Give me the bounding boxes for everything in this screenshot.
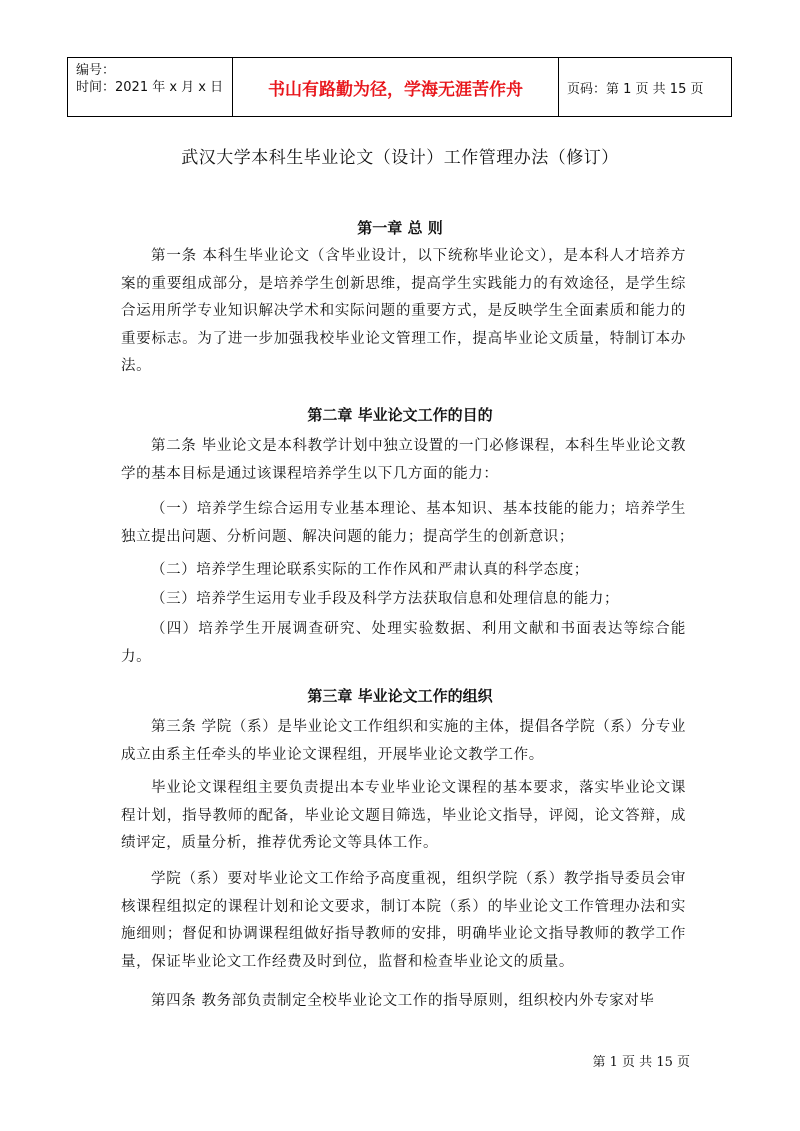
list-item: （四）培养学生开展调查研究、处理实验数据、利用文献和书面表达等综合能力。: [121, 621, 686, 665]
list-item: （一）培养学生综合运用专业基本理论、基本知识、基本技能的能力；培养学生独立提出问题、分析问题、解决问题的能力；提高学生的创新意识；: [121, 501, 686, 545]
article-paragraph: 第二条 毕业论文是本科教学计划中独立设置的一门必修课程，本科生毕业论文教学的基本目标是通过该课程培养学生以下几方面的能力：: [121, 438, 686, 482]
header-page-label: 页码：第 1 页 共 15 页: [567, 81, 704, 97]
article-paragraph: 第四条 教务部负责制定全校毕业论文工作的指导原则，组织校内外专家对毕: [151, 993, 655, 1009]
list-item: （三）培养学生运用专业手段及科学方法获取信息和处理信息的能力；: [151, 591, 620, 607]
number-label: 编号：: [76, 63, 116, 78]
page-footer: 第 1 页 共 15 页: [592, 1055, 690, 1070]
article-paragraph: 学院（系）要对毕业论文工作给予高度重视，组织学院（系）教学指导委员会审核课程组拟定的课程计划和论文要求，制订本院（系）的毕业论文工作管理办法和实施细则；督促和协调课程组做好指导教师的安排，明确毕业论文指导教师的教学工作量，保证毕业论文工作经费及时到位，监督和检查毕业论文的质量。: [121, 871, 686, 970]
article-paragraph: 第一条 本科生毕业论文（含毕业设计，以下统称毕业论文），是本科人才培养方案的重要组成部分，是培养学生创新思维，提高学生实践能力的有效途径，是学生综合运用所学专业知识解决学术和实际问题的重要方式，是反映学生全面素质和能力的重要标志。为了进一步加强我校毕业论文管理工作，提高毕业论文质量，特制订本办法。: [121, 248, 686, 374]
header-table: [67, 57, 732, 117]
chapter-heading: 第三章 毕业论文工作的组织: [307, 687, 493, 705]
header-meta-cell: [68, 58, 233, 116]
header-slogan: 书山有路勤为径，学海无涯苦作舟: [233, 58, 559, 116]
article-paragraph: 第三条 学院（系）是毕业论文工作组织和实施的主体，提倡各学院（系）分专业成立由系主任牵头的毕业论文课程组，开展毕业论文教学工作。: [121, 719, 686, 763]
time-label: 时间：2021 年 x 月 x 日: [76, 80, 224, 95]
document-title: 武汉大学本科生毕业论文（设计）工作管理办法（修订）: [181, 148, 619, 168]
chapter-heading: 第二章 毕业论文工作的目的: [307, 406, 493, 424]
article-paragraph: 毕业论文课程组主要负责提出本专业毕业论文课程的基本要求，落实毕业论文课程计划，指导教师的配备，毕业论文题目筛选，毕业论文指导，评阅，论文答辩，成绩评定，质量分析，推荐优秀论文等具体工作。: [121, 780, 686, 851]
chapter-heading: 第一章 总 则: [357, 219, 443, 237]
list-item: （二）培养学生理论联系实际的工作作风和严肃认真的科学态度；: [151, 562, 589, 578]
